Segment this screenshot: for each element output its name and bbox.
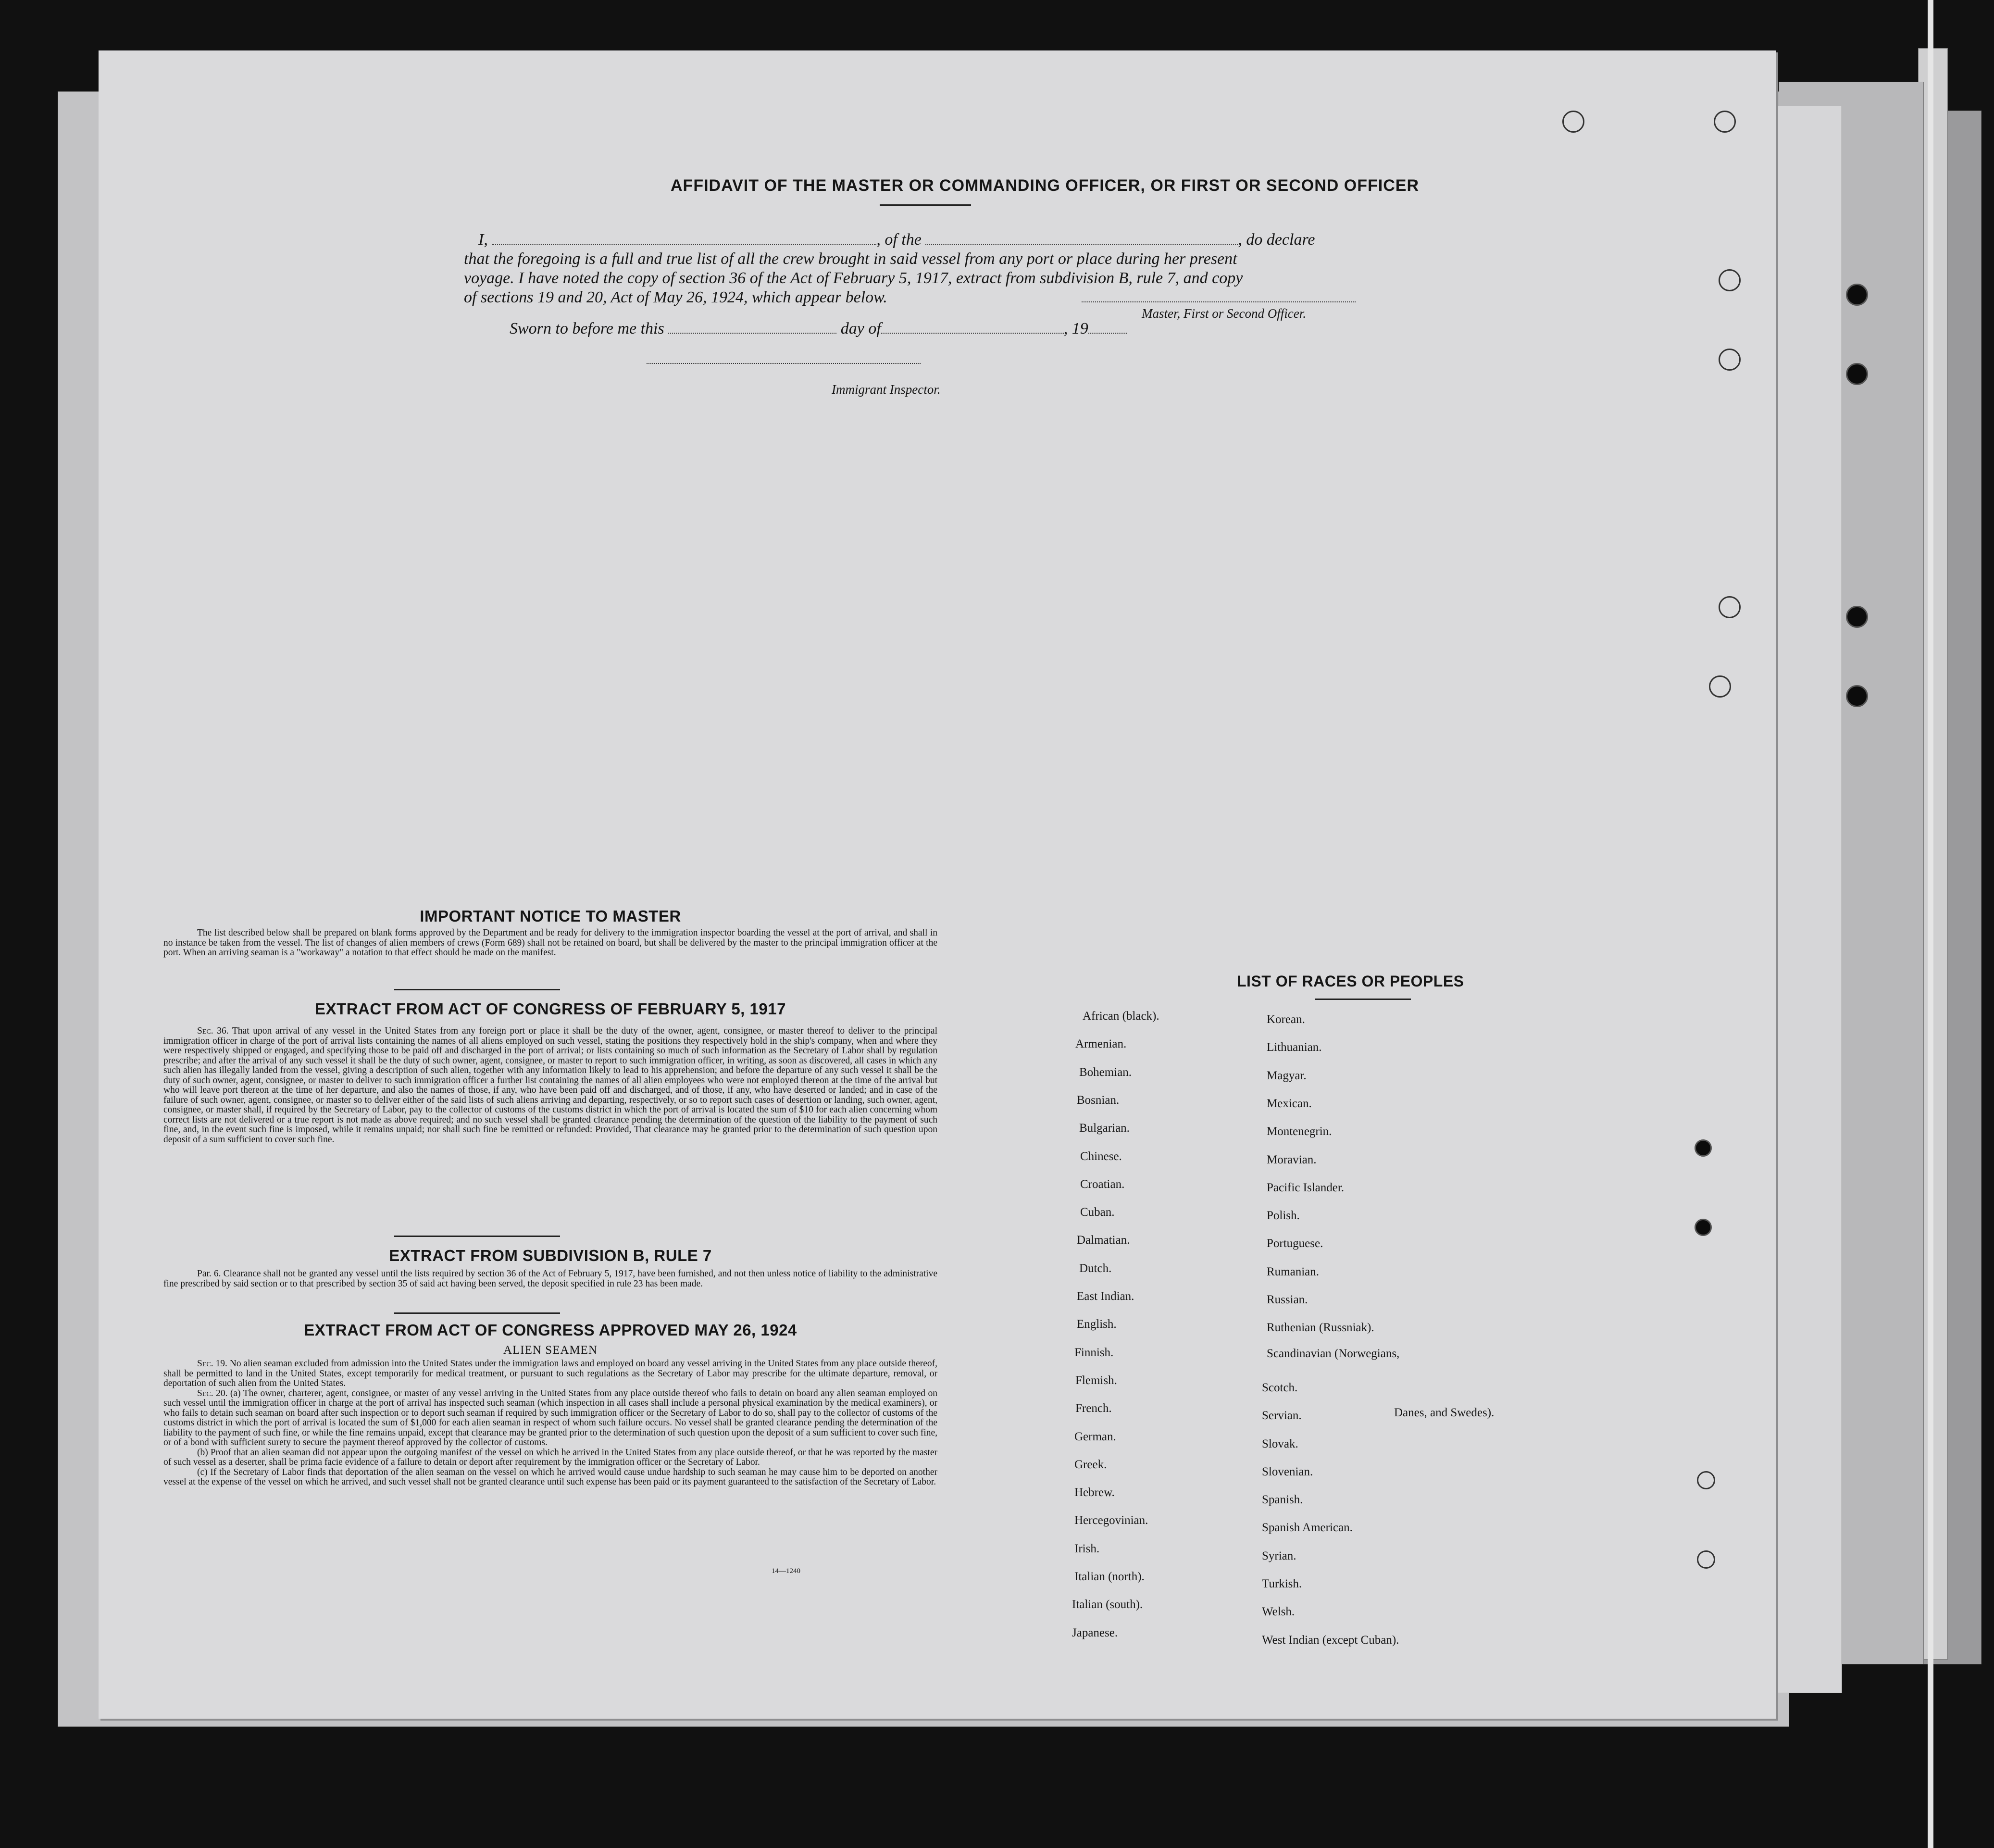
sworn-day-field[interactable] xyxy=(668,333,836,334)
race-item: Korean. xyxy=(1267,1013,1305,1026)
race-item: East Indian. xyxy=(1077,1290,1134,1303)
extract-1917-text xyxy=(163,1026,937,1145)
sworn-month-field[interactable] xyxy=(881,333,1064,334)
sec20a-paragraph xyxy=(163,1389,937,1448)
form-number: 14—1240 xyxy=(772,1567,800,1575)
extract-1924-text xyxy=(163,1359,937,1487)
alien-seamen-subtitle: ALIEN SEAMEN xyxy=(503,1344,598,1357)
race-item: Scandinavian (Norwegians, xyxy=(1267,1347,1400,1360)
punch-hole-icon xyxy=(1719,269,1741,291)
race-item: Pacific Islander. xyxy=(1267,1181,1345,1194)
race-item: Montenegrin. xyxy=(1267,1125,1332,1138)
sec19-paragraph xyxy=(163,1359,937,1389)
race-item: Syrian. xyxy=(1262,1549,1296,1562)
section-label: Sec. 36. xyxy=(197,1026,229,1036)
race-item: French. xyxy=(1075,1402,1112,1415)
race-item: Magyar. xyxy=(1267,1069,1307,1082)
binder-hole-icon xyxy=(1846,685,1868,707)
race-item: West Indian (except Cuban). xyxy=(1262,1634,1399,1647)
race-item: Portuguese. xyxy=(1267,1237,1323,1250)
race-item: Italian (south). xyxy=(1072,1598,1143,1611)
punch-hole-icon xyxy=(1695,1139,1712,1157)
affidavit-line-2: that the foregoing is a full and true list of all the crew brought in said vessel from any port or place during her present xyxy=(464,250,1237,268)
punch-hole-icon xyxy=(1697,1471,1715,1489)
race-item: German. xyxy=(1074,1430,1116,1443)
race-item: Bosnian. xyxy=(1077,1094,1120,1107)
race-item: Greek. xyxy=(1074,1458,1107,1471)
race-item: Italian (north). xyxy=(1074,1570,1145,1583)
race-item: African (black). xyxy=(1083,1010,1159,1023)
binder-hole-icon xyxy=(1846,363,1868,385)
race-item: Irish. xyxy=(1074,1542,1100,1555)
form-page xyxy=(99,50,1776,1719)
race-item: Hercegovinian. xyxy=(1074,1514,1148,1527)
race-item: Armenian. xyxy=(1075,1037,1127,1050)
race-item: Russian. xyxy=(1267,1293,1308,1306)
section-rule xyxy=(394,1312,560,1314)
punch-hole-icon xyxy=(1719,596,1741,618)
race-item: Flemish. xyxy=(1075,1374,1117,1387)
vessel-blank-field[interactable] xyxy=(925,244,1238,245)
inspector-label: Immigrant Inspector. xyxy=(832,382,941,397)
race-item: Finnish. xyxy=(1074,1346,1114,1359)
sworn-text: Sworn to before me this xyxy=(510,320,664,337)
race-item: Lithuanian. xyxy=(1267,1041,1322,1054)
affidavit-title: AFFIDAVIT OF THE MASTER OR COMMANDING OFFICER, OR FIRST OR SECOND OFFICER xyxy=(671,176,1419,195)
section-text: (a) The owner, charterer, agent, consignee, or master of any vessel arriving in the United States from any place outside thereof who fails to detain on board any alien seaman employed on such vessel until the immigration officer in charge at the port of arrival has inspected such seaman (which inspection in all cases shall include a personal physical examination by the medical examiners), or who fails to detain such seaman on board after such inspection or to deport such seaman if required by such immigration officer or the Secretary of Labor to do so, shall pay to the collector of customs of the customs district in which the port of arrival is located the sum of $1,000 for each alien seaman in respect of whom such failure occurs. No vessel shall be granted clearance pending the determination of the liability to the payment of such fine, or while the fine remains unpaid, except that clearance may be granted prior to the determination of such question upon the deposit of a sum sufficient to cover such fine, or of a bond with sufficient surety to secure the payment thereof approved by the collector of customs. xyxy=(163,1388,937,1448)
race-item: Cuban. xyxy=(1080,1206,1115,1219)
section-label: Sec. 19. xyxy=(197,1359,227,1369)
sworn-line xyxy=(510,320,1127,338)
race-item: Welsh. xyxy=(1262,1605,1295,1618)
races-rule xyxy=(1315,999,1411,1000)
notice-text: The list described below shall be prepared on blank forms approved by the Department and be ready for delivery to the immigration inspector boarding the vessel at the port of arrival, and shall in no instance be taken from the vessel. The list of changes of alien members of crews (Form 689) shall not be retained on board, but shall be delivered by the master to the principal immigration officer at the port. When an arriving seaman is a "workaway" a notation to that effect should be made on the manifest. xyxy=(163,928,937,958)
punch-hole-icon xyxy=(1697,1550,1715,1569)
race-item: Bulgarian. xyxy=(1079,1122,1130,1135)
race-item: Japanese. xyxy=(1072,1626,1118,1639)
rule7-title: EXTRACT FROM SUBDIVISION B, RULE 7 xyxy=(389,1247,712,1264)
rule7-text: Par. 6. Clearance shall not be granted any vessel until the lists required by section 36 of the Act of February 5, 1917, have been furnished, and not then unless notice of liability to the administrative fine prescribed by said section or to that prescribed by section 35 of said act having been served, the deposit specified in rule 23 has been made. xyxy=(163,1269,937,1289)
race-item: Turkish. xyxy=(1262,1577,1302,1590)
race-item: Hebrew. xyxy=(1074,1486,1115,1499)
race-item: Rumanian. xyxy=(1267,1265,1320,1278)
punch-hole-icon xyxy=(1562,111,1584,133)
race-item: Dalmatian. xyxy=(1077,1234,1130,1247)
punch-hole-icon xyxy=(1709,675,1731,698)
race-item: Dutch. xyxy=(1079,1262,1112,1275)
race-item: Danes, and Swedes). xyxy=(1394,1406,1495,1419)
punch-hole-icon xyxy=(1714,111,1736,133)
race-item: Croatian. xyxy=(1080,1178,1125,1191)
punch-hole-icon xyxy=(1719,349,1741,371)
back-sheet xyxy=(1769,106,1842,1693)
name-blank-field[interactable] xyxy=(492,244,876,245)
affidavit-line-4: of sections 19 and 20, Act of May 26, 1924, which appear below. xyxy=(464,288,887,306)
race-item: Spanish American. xyxy=(1262,1521,1353,1534)
binder-hole-icon xyxy=(1846,606,1868,628)
section-rule xyxy=(394,989,560,990)
title-rule xyxy=(880,204,971,206)
sworn-text: , 19 xyxy=(1063,320,1088,337)
race-item: English. xyxy=(1077,1318,1117,1331)
affidavit-text: , of the xyxy=(876,231,922,249)
race-item: Servian. xyxy=(1262,1409,1302,1422)
affidavit-text: I, xyxy=(478,231,488,249)
race-item: Polish. xyxy=(1267,1209,1300,1222)
races-title: LIST OF RACES OR PEOPLES xyxy=(1237,973,1464,990)
sworn-text: day of xyxy=(840,320,881,337)
sec20b-paragraph: (b) Proof that an alien seaman did not appear upon the outgoing manifest of the vessel on which he arrived in the United States from any place outside thereof, or that he was reported by the master of such vessel as a deserter, shall be prima facie evidence of a failure to detain or deport after requirement by the immigration officer or the Secretary of Labor. xyxy=(163,1447,937,1467)
race-item: Slovenian. xyxy=(1262,1465,1313,1478)
race-item: Mexican. xyxy=(1267,1097,1312,1110)
section-label: Sec. 20. xyxy=(197,1388,228,1398)
race-item: Ruthenian (Russniak). xyxy=(1267,1321,1374,1334)
extract-1917-title: EXTRACT FROM ACT OF CONGRESS OF FEBRUARY 5, 1917 xyxy=(315,1000,786,1018)
punch-hole-icon xyxy=(1695,1219,1712,1236)
affidavit-line-3: voyage. I have noted the copy of section 36 of the Act of February 5, 1917, extract from subdivision B, rule 7, and copy xyxy=(464,269,1243,287)
race-item: Chinese. xyxy=(1080,1150,1122,1163)
master-signature-field[interactable] xyxy=(1082,301,1356,302)
race-item: Spanish. xyxy=(1262,1493,1303,1506)
section-rule xyxy=(394,1236,560,1237)
affidavit-line-1 xyxy=(478,231,1315,249)
inspector-signature-field[interactable] xyxy=(647,363,921,364)
race-item: Bohemian. xyxy=(1079,1066,1132,1079)
notice-title: IMPORTANT NOTICE TO MASTER xyxy=(420,907,681,925)
race-item: Slovak. xyxy=(1262,1437,1298,1450)
affidavit-text: , do declare xyxy=(1238,231,1315,249)
binder-hole-icon xyxy=(1846,284,1868,306)
sec20c-paragraph: (c) If the Secretary of Labor finds that deportation of the alien seaman on the vessel on which he arrived would cause undue hardship to such seaman he may cause him to be deported on another vessel at the expense of the vessel on which he arrived, and such vessel shall not be granted clearance until such expense has been paid or its payment guaranteed to the satisfaction of the Secretary of Labor. xyxy=(163,1467,937,1487)
race-item: Scotch. xyxy=(1262,1381,1298,1394)
edge-strip xyxy=(1928,0,1933,1848)
sworn-year-field[interactable] xyxy=(1088,333,1127,334)
extract-1924-title: EXTRACT FROM ACT OF CONGRESS APPROVED MAY 26, 1924 xyxy=(304,1321,797,1339)
race-item: Moravian. xyxy=(1267,1153,1317,1166)
section-text: That upon arrival of any vessel in the United States from any foreign port or place it shall be the duty of the owner, agent, consignee, or master thereof to deliver to the principal immigration officer in charge of the port of arrival lists containing the names of all aliens employed on such vessel, stating the positions they respectively hold in the ship's company, when and where they were respectively shipped or engaged, and specifying those to be paid off and discharged in the port of arrival; or lists containing so much of such information as the Secretary of Labor shall by regulation prescribe; and after the arrival of any such vessel it shall be the duty of such owner, agent, consignee, or master to report to such immigration officer, in writing, as soon as discovered, all cases in which any such alien has illegally landed from the vessel, giving a description of such alien, together with any information likely to lead to his apprehension; and before the departure of any such vessel it shall be the duty of such owner, agent, consignee, or master to deliver to such immigration officer a further list containing the names of all alien employees who were not employed thereon at the time of the arrival but who will leave port thereon at the time of her departure, and also the names of those, if any, who have been paid off and discharged, and of those, if any, who have deserted or landed; and in case of the failure of such owner, agent, consignee, or master so to deliver either of the said lists of such aliens arriving and departing, respectively, or so to report such cases of desertion or landing, such owner, agent, consignee, or master shall, if required by the Secretary of Labor, pay to the collector of customs of the customs district in which the port of arrival is located the sum of $10 for each alien concerning whom correct lists are not delivered or a true report is not made as above required; and no such vessel shall be granted clearance pending the determination of the question of the liability to the payment of such fine, and, in the event such fine is imposed, while it remains unpaid; nor shall such fine be remitted or refunded: Provided, That clearance may be granted prior to the determination of such question upon deposit of a sum sufficient to cover such fine. xyxy=(163,1026,937,1145)
section-text: No alien seaman excluded from admission into the United States under the immigration laws and employed on board any vessel arriving in the United States from any place outside thereof, shall be permitted to land in the United States, except temporarily for medical treatment, or pursuant to such regulations as the Secretary of Labor may prescribe for the ultimate departure, removal, or deportation of such alien from the United States. xyxy=(163,1359,937,1388)
master-signature-label: Master, First or Second Officer. xyxy=(1142,306,1306,321)
